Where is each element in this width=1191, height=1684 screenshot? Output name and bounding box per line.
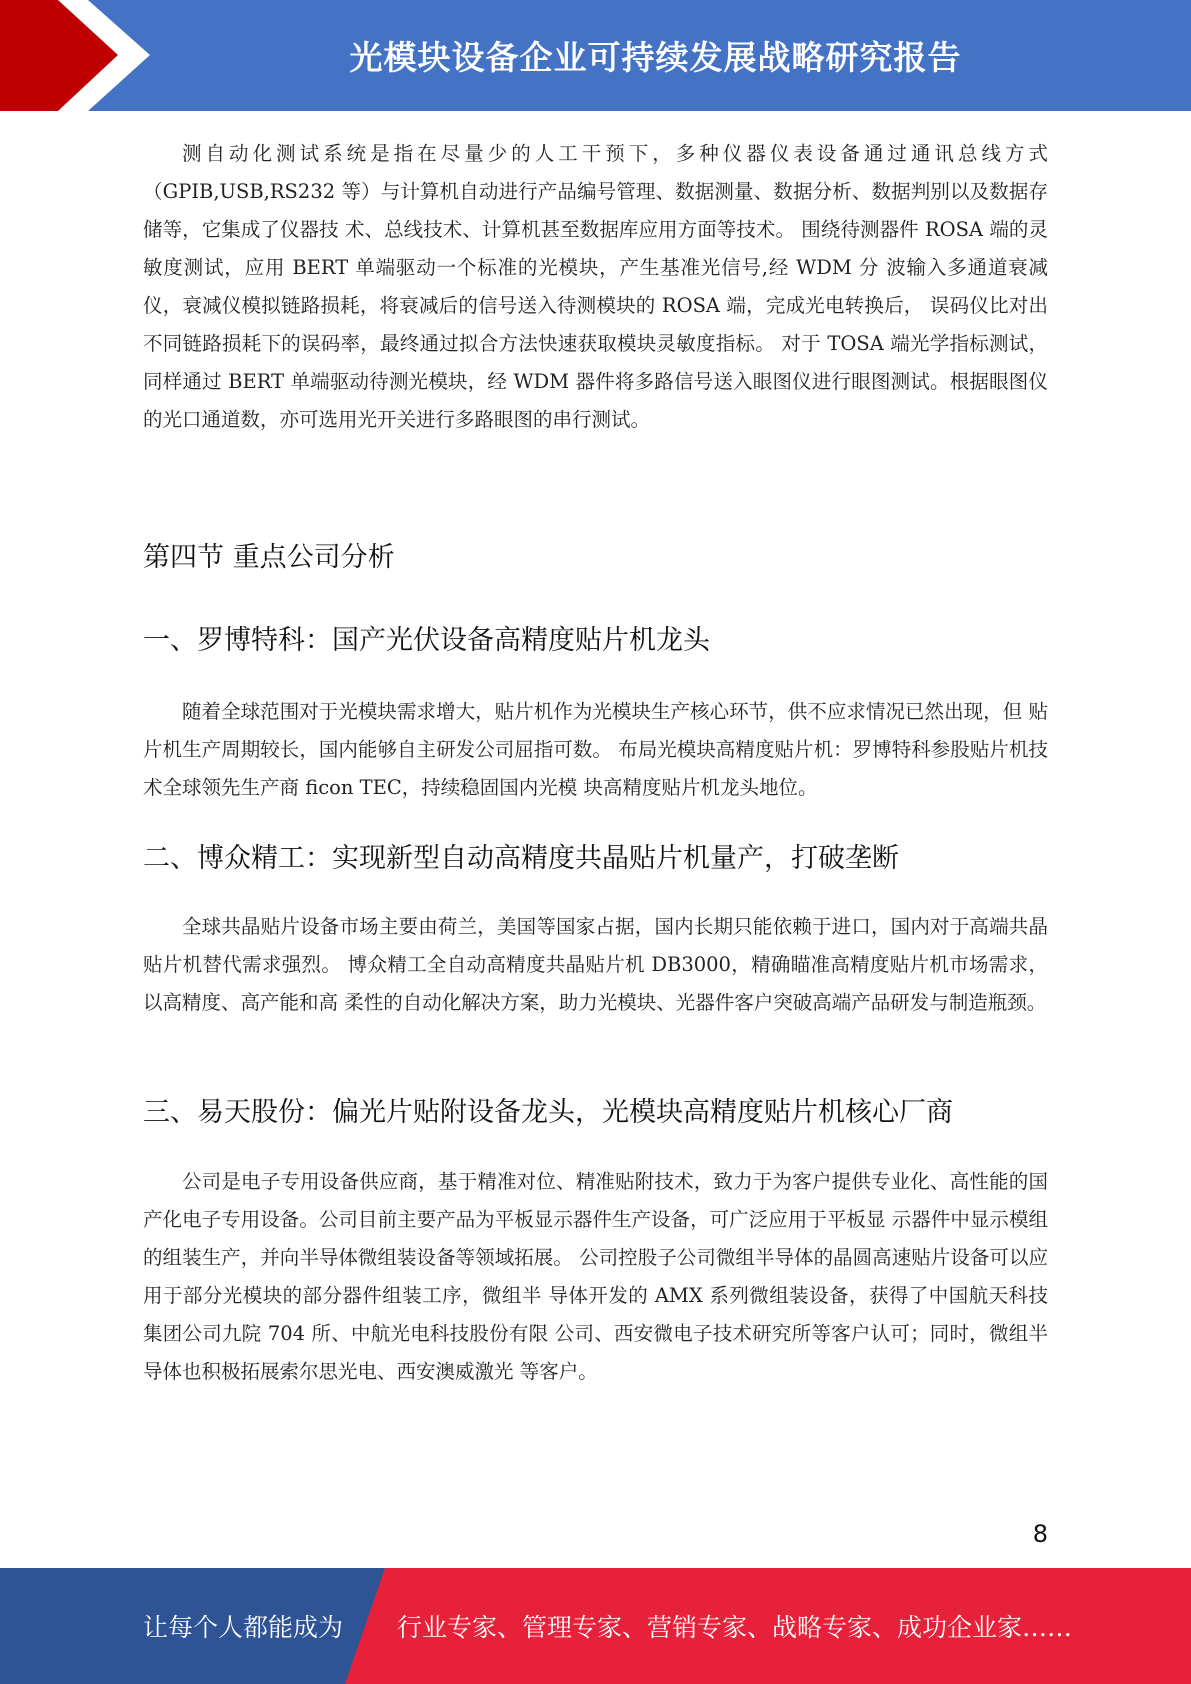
report-title: 光模块设备企业可持续发展战略研究报告: [349, 38, 962, 77]
intro-block: [143, 135, 1048, 439]
company-block-1: [143, 693, 1048, 807]
page-footer: [0, 1568, 1191, 1684]
footer-slogan-left: 让每个人都能成为: [143, 1613, 344, 1642]
page-header: [0, 0, 1191, 111]
company-block-2: [143, 908, 1048, 1022]
intro-paragraph: 测自动化测试系统是指在尽量少的人工干预下，多种仪器仪表设备通过通讯总线方式（GPIB,USB,RS232 等）与计算机自动进行产品编号管理、数据测量、数据分析、数据判别以及数据存储等，它集成了仪器技 术、总线技术、计算机甚至数据库应用方面等技术。 围绕待测器件 ROSA 端的灵敏度测试，应用 BERT 单端驱动一个标准的光模块，产生基准光信号,经 WDM 分 波输入多通道衰减仪，衰减仪模拟链路损耗，将衰减后的信号送入待测模块的 ROSA 端，完成光电转换后， 误码仪比对出不同链路损耗下的误码率，最终通过拟合方法快速获取模块灵敏度指标。 对于 TOSA 端光学指标测试，同样通过 BERT 单端驱动待测光模块，经 WDM 器件将多路信号送入眼图仪进行眼图测试。根据眼图仪的光口通道数，亦可选用光开关进行多路眼图的串行测试。: [143, 142, 1048, 431]
section-title: 第四节 重点公司分析: [143, 542, 395, 573]
company-paragraph-1: 随着全球范围对于光模块需求增大，贴片机作为光模块生产核心环节，供不应求情况已然出现，但 贴片机生产周期较长，国内能够自主研发公司屈指可数。 布局光模块高精度贴片机：罗博特科参股贴片机技术全球领先生产商 ficon TEC，持续稳固国内光模 块高精度贴片机龙头地位。: [143, 700, 1048, 799]
company-heading-1: 一、罗博特科：国产光伏设备高精度贴片机龙头: [143, 625, 710, 656]
company-block-3: [143, 1163, 1048, 1391]
company-paragraph-3: 公司是电子专用设备供应商，基于精准对位、精准贴附技术，致力于为客户提供专业化、高性能的国产化电子专用设备。公司目前主要产品为平板显示器件生产设备，可广泛应用于平板显 示器件中显示模组的组装生产，并向半导体微组装设备等领域拓展。 公司控股子公司微组半导体的晶圆高速贴片设备可以应用于部分光模块的部分器件组装工序，微组半 导体开发的 AMX 系列微组装设备，获得了中国航天科技集团公司九院 704 所、中航光电科技股份有限 公司、西安微电子技术研究所等客户认可；同时，微组半导体也积极拓展索尔思光电、西安澳威激光 等客户。: [143, 1170, 1048, 1383]
footer-slogan-right: 行业专家、管理专家、营销专家、战略专家、成功企业家……: [397, 1613, 1073, 1642]
company-heading-2: 二、博众精工：实现新型自动高精度共晶贴片机量产，打破垄断: [143, 843, 899, 874]
company-paragraph-2: 全球共晶贴片设备市场主要由荷兰，美国等国家占据，国内长期只能依赖于进口，国内对于高端共晶 贴片机替代需求强烈。 博众精工全自动高精度共晶贴片机 DB3000，精确瞄准高精度贴片机市场需求，以高精度、高产能和高 柔性的自动化解决方案，助力光模块、光器件客户突破高端产品研发与制造瓶颈。: [143, 915, 1048, 1014]
company-heading-3: 三、易天股份：偏光片贴附设备龙头，光模块高精度贴片机核心厂商: [143, 1097, 953, 1128]
page-number: 8: [1032, 1520, 1048, 1548]
